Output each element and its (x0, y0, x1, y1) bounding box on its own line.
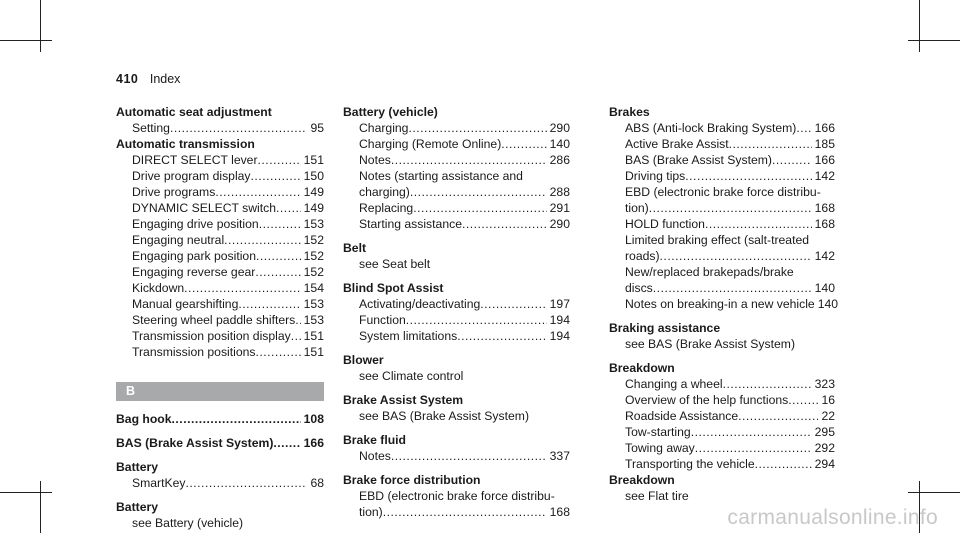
see-reference[interactable]: see BAS (Brake Assist System) (359, 409, 529, 423)
index-subentry[interactable]: Notes ..... 337 (359, 448, 570, 464)
index-heading: Battery (116, 500, 158, 514)
index-subentry-line: Notes (starting assistance and (359, 169, 523, 183)
see-reference[interactable]: see Climate control (359, 369, 464, 383)
index-subentry[interactable]: tion) ..... 168 (625, 200, 835, 216)
index-subentry-line: New/replaced brakepads/brake (625, 265, 794, 279)
page-number: 410 (116, 72, 139, 86)
index-heading: Brake Assist System (343, 393, 464, 407)
crop-mark (0, 40, 52, 41)
index-heading: Breakdown (609, 473, 675, 487)
crop-mark (919, 0, 920, 52)
index-subentry[interactable]: Notes ..... 286 (359, 152, 570, 168)
index-subentry[interactable]: Function ..... 194 (359, 312, 570, 328)
index-subentry[interactable]: SmartKey ..... 68 (132, 475, 324, 491)
index-heading: Blind Spot Assist (343, 281, 444, 295)
index-subentry-line: EBD (electronic brake force distribu- (625, 185, 821, 199)
index-subentry[interactable]: Drive program display ..... 150 (132, 168, 324, 184)
index-heading: Blower (343, 353, 384, 367)
index-subentry[interactable]: Starting assistance ..... 290 (359, 216, 570, 232)
index-column-3 (609, 104, 839, 504)
index-heading: Automatic seat adjustment (116, 105, 272, 119)
index-heading: Brake fluid (343, 433, 406, 447)
index-subentry[interactable]: Activating/deactivating ..... 197 (359, 296, 570, 312)
index-subentry[interactable]: Kickdown ..... 154 (132, 280, 324, 296)
index-heading: Automatic transmission (116, 137, 255, 151)
crop-mark (908, 40, 960, 41)
index-subentry[interactable]: Engaging drive position ..... 153 (132, 216, 324, 232)
index-subentry[interactable]: roads) ..... 142 (625, 248, 835, 264)
index-heading: Battery (116, 460, 158, 474)
index-subentry-line: Limited braking effect (salt-treated (625, 233, 810, 247)
index-subentry[interactable]: Tow-starting ..... 295 (625, 424, 835, 440)
index-subentry-line: EBD (electronic brake force distribu- (359, 489, 555, 503)
index-subentry[interactable]: Changing a wheel ..... 323 (625, 376, 835, 392)
see-reference[interactable]: see Battery (vehicle) (132, 516, 244, 530)
index-heading: Belt (343, 241, 367, 255)
index-entry[interactable]: Bag hook ..... 108 (116, 411, 324, 427)
index-subentry[interactable]: Replacing ..... 291 (359, 200, 570, 216)
index-subentry[interactable]: Setting ..... 95 (132, 120, 324, 136)
index-subentry[interactable]: Engaging neutral ..... 152 (132, 232, 324, 248)
index-subentry[interactable]: ABS (Anti-lock Braking System) ..... 166 (625, 120, 835, 136)
index-subentry[interactable]: charging) ..... 288 (359, 184, 570, 200)
index-subentry[interactable]: Transporting the vehicle ..... 294 (625, 456, 835, 472)
index-subentry[interactable]: Overview of the help functions ..... 16 (625, 392, 835, 408)
crop-mark (40, 0, 41, 52)
index-subentry[interactable]: System limitations ..... 194 (359, 328, 570, 344)
watermark: carmanualsonline.info (727, 506, 938, 529)
index-subentry[interactable]: Drive programs ..... 149 (132, 184, 324, 200)
index-subentry[interactable]: Roadside Assistance ..... 22 (625, 408, 835, 424)
index-subentry[interactable]: Steering wheel paddle shifters ..... 153 (132, 312, 324, 328)
index-subentry[interactable]: Transmission position display ..... 151 (132, 328, 324, 344)
page-header (116, 72, 180, 86)
index-column-2 (343, 104, 570, 520)
crop-mark (908, 492, 960, 493)
crop-mark (40, 481, 41, 533)
see-reference[interactable]: see BAS (Brake Assist System) (625, 337, 795, 351)
index-column-1 (116, 104, 324, 531)
index-subentry[interactable]: Engaging reverse gear ..... 152 (132, 264, 324, 280)
index-subentry[interactable]: tion) ..... 168 (359, 504, 570, 520)
index-subentry[interactable]: HOLD function ..... 168 (625, 216, 835, 232)
index-heading: Brake force distribution (343, 473, 481, 487)
index-subentry[interactable]: discs ..... 140 (625, 280, 835, 296)
crop-mark (0, 492, 52, 493)
section-name: Index (149, 72, 181, 86)
index-heading: Breakdown (609, 361, 675, 375)
see-reference[interactable]: see Seat belt (359, 257, 431, 271)
index-subentry[interactable]: Active Brake Assist ..... 185 (625, 136, 835, 152)
index-subentry[interactable]: BAS (Brake Assist System) ..... 166 (625, 152, 835, 168)
section-letter-bar: B (116, 382, 324, 401)
index-subentry[interactable]: DYNAMIC SELECT switch ..... 149 (132, 200, 324, 216)
index-subentry[interactable]: Manual gearshifting ..... 153 (132, 296, 324, 312)
see-reference[interactable]: see Flat tire (625, 489, 689, 503)
index-heading: Brakes (609, 105, 650, 119)
index-subentry[interactable]: Driving tips ..... 142 (625, 168, 835, 184)
index-heading: Braking assistance (609, 321, 721, 335)
index-subentry[interactable]: Towing away ..... 292 (625, 440, 835, 456)
index-subentry[interactable]: Notes on breaking-in a new vehicle 140 (625, 297, 839, 311)
index-subentry[interactable]: Charging (Remote Online) ..... 140 (359, 136, 570, 152)
index-subentry[interactable]: Transmission positions ..... 151 (132, 344, 324, 360)
index-subentry[interactable]: DIRECT SELECT lever ..... 151 (132, 152, 324, 168)
index-subentry[interactable]: Engaging park position ..... 152 (132, 248, 324, 264)
index-heading: Battery (vehicle) (343, 105, 438, 119)
index-subentry[interactable]: Charging ..... 290 (359, 120, 570, 136)
index-entry[interactable]: BAS (Brake Assist System) ..... 166 (116, 435, 324, 451)
